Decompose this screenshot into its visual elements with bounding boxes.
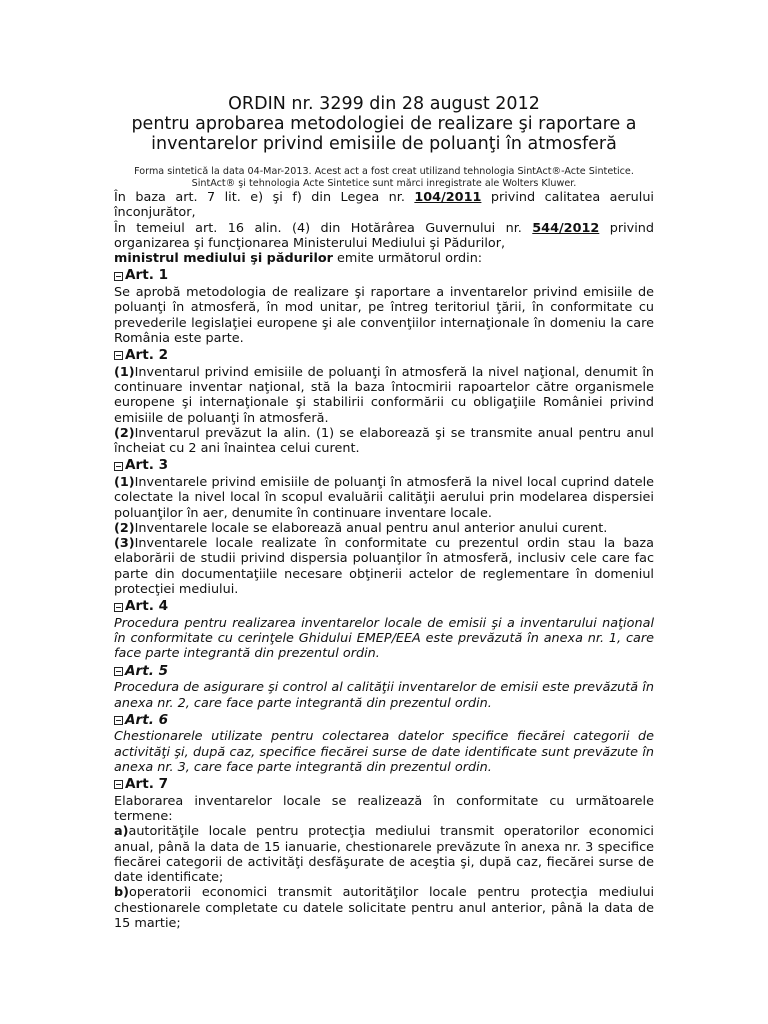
article-heading-3[interactable] — [114, 457, 654, 475]
collapse-icon[interactable] — [114, 716, 123, 725]
paragraph-text: Inventarele locale se elaborează anual pentru anul anterior anului curent. — [134, 520, 608, 536]
article-3-paragraph-3 — [114, 536, 654, 597]
article-2-paragraph-1 — [114, 365, 654, 426]
article-title: Art. 7 — [125, 776, 169, 793]
paragraph-number: (1) — [114, 364, 135, 380]
letter-marker: b) — [114, 885, 130, 901]
paragraph-number: (3) — [114, 536, 135, 552]
preamble-text: privind organizarea şi funcţionarea Ministerului Mediului şi Pădurilor, — [114, 220, 655, 251]
paragraph-text: Inventarul prevăzut la alin. (1) se elaborează şi se transmite anual pentru anul încheiat cu 2 ani înaintea celui curent. — [114, 425, 654, 457]
paragraph-text: Inventarele locale realizate în conformitate cu prezentul ordin stau la baza elaborării de studii privind dispersia poluanţilor în atmosferă, inclusiv cele care fac parte din documentaţiile necesare obţinerii actelor de reglementare în domeniul protecţiei mediului. — [114, 536, 654, 598]
article-title: Art. 1 — [125, 267, 169, 284]
letter-marker: a) — [114, 824, 129, 840]
law-link-104-2011[interactable]: 104/2011 — [414, 190, 482, 205]
preamble-text: privind calitatea aerului înconjurător, — [114, 190, 654, 221]
article-5-text: Procedura de asigurare şi control al calităţii inventarelor de emisii este prevăzută în anexa nr. 2, care face parte integrantă din prezentul ordin. — [114, 680, 654, 711]
article-2-paragraph-2 — [114, 426, 654, 457]
article-heading-4[interactable] — [114, 598, 654, 616]
article-heading-1[interactable] — [114, 267, 654, 285]
title-line-2: pentru aprobarea metodologiei de realizare şi raportare a — [131, 114, 637, 134]
article-heading-6[interactable] — [114, 712, 654, 730]
article-heading-7[interactable] — [114, 776, 654, 794]
letter-text: operatorii economici transmit autorităţilor locale pentru protecţia mediului chestionarele completate cu datele solicitate pentru anul anterior, până la data de 15 martie; — [114, 885, 654, 932]
article-title: Art. 6 — [125, 711, 169, 728]
collapse-icon[interactable] — [114, 603, 123, 612]
preamble-basis-hg — [114, 221, 654, 252]
notice-line-2: SintAct® şi tehnologia Acte Sintetice sunt mărci inregistrate ale Wolters Kluwer. — [191, 177, 577, 189]
article-title: Art. 2 — [125, 347, 169, 364]
article-3-paragraph-2 — [114, 521, 654, 536]
title-line-3: inventarelor privind emisiile de poluanţi în atmosferă — [151, 134, 617, 154]
law-link-544-2012[interactable]: 544/2012 — [532, 220, 600, 236]
issuer-name: ministrul mediului şi pădurilor — [114, 251, 333, 267]
collapse-icon[interactable] — [114, 780, 123, 789]
title-line-1: ORDIN nr. 3299 din 28 august 2012 — [228, 94, 540, 114]
paragraph-number: (1) — [114, 474, 135, 490]
letter-text: autorităţile locale pentru protecţia mediului transmit operatorilor economici anual, până la data de 15 ianuarie, chestionarele prevăzute în anexa nr. 3 specifice fiecărei categorii de activităţi desfăşurate de aceştia şi, după caz, fiecărei surse de date identificate; — [114, 824, 654, 886]
article-title: Art. 3 — [125, 457, 169, 474]
document-body — [114, 190, 654, 931]
document-page — [114, 94, 654, 931]
preamble-legal-basis — [114, 190, 654, 221]
article-title: Art. 5 — [125, 662, 169, 679]
article-6-text: Chestionarele utilizate pentru colectarea datelor specifice fiecărei categorii de activităţi şi, după caz, specifice fiecărei surse de date identificate sunt prevăzute în anexa nr. 3, care face parte integrantă din prezentul ordin. — [114, 729, 654, 775]
paragraph-number: (2) — [114, 425, 135, 441]
preamble-text: În temeiul art. 16 alin. (4) din Hotărârea Guvernului nr. — [114, 220, 533, 236]
document-title — [114, 94, 654, 154]
article-7-intro: Elaborarea inventarelor locale se realizează în conformitate cu următoarele termene: — [114, 793, 654, 824]
notice-line-1: Forma sintetică la data 04-Mar-2013. Acest act a fost creat utilizand tehnologia SintAct®-Acte Sintetice. — [134, 166, 634, 177]
article-title: Art. 4 — [125, 598, 169, 615]
paragraph-text: Inventarele privind emisiile de poluanţi în atmosferă la nivel local cuprind datele colectate la nivel local în scopul evaluării calităţii aerului prin modelarea dispersiei poluanţilor în aer, denumite în continuare inventare locale. — [114, 474, 654, 521]
article-7-letter-a — [114, 824, 654, 885]
preamble-text: În baza art. 7 lit. e) şi f) din Legea nr. — [114, 190, 415, 205]
article-1-text: Se aprobă metodologia de realizare şi raportare a inventarelor privind emisiile de poluanţi în atmosferă, în mod unitar, pe întreg teritoriul ţării, în conformitate cu prevederile legislaţiei europene şi ale convenţiilor internaţionale în domeniu la care România este parte. — [114, 284, 654, 346]
article-3-paragraph-1 — [114, 475, 654, 521]
article-7-letter-b — [114, 885, 654, 931]
preamble-text: emite următorul ordin: — [332, 251, 483, 267]
synthetic-form-notice — [114, 166, 654, 189]
article-heading-5[interactable] — [114, 663, 654, 681]
article-4-text: Procedura pentru realizarea inventarelor locale de emisii şi a inventarului naţional în conformitate cu cerinţele Ghidului EMEP/EEA este prevăzută în anexa nr. 1, care face parte integrantă din prezentul ordin. — [114, 615, 654, 662]
collapse-icon[interactable] — [114, 462, 123, 471]
collapse-icon[interactable] — [114, 667, 123, 676]
paragraph-text: Inventarul privind emisiile de poluanţi în atmosferă la nivel naţional, denumit în continuare inventar naţional, stă la baza întocmirii rapoartelor către organismele europene şi internaţionale şi stabilirii conformării cu obligaţiile României privind emisiile de poluanţi în atmosferă. — [114, 364, 654, 426]
collapse-icon[interactable] — [114, 272, 123, 281]
paragraph-number: (2) — [114, 520, 135, 536]
article-heading-2[interactable] — [114, 347, 654, 365]
collapse-icon[interactable] — [114, 351, 123, 360]
preamble-issuer — [114, 251, 654, 266]
